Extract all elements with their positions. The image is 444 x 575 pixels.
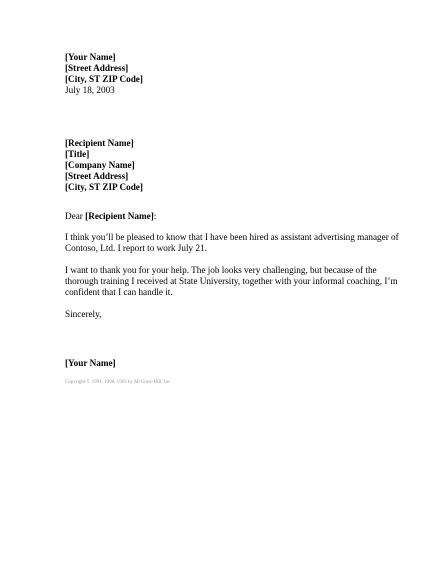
closing: Sincerely, xyxy=(65,309,102,319)
signature-name: [Your Name] xyxy=(65,358,116,368)
recipient-company: [Company Name] xyxy=(65,160,135,170)
sender-city: [City, ST ZIP Code] xyxy=(65,74,143,84)
sender-street: [Street Address] xyxy=(65,63,129,73)
salutation-suffix: : xyxy=(153,211,157,221)
salutation-name: [Recipient Name] xyxy=(85,211,154,221)
recipient-city: [City, ST ZIP Code] xyxy=(65,182,143,192)
copyright-notice: Copyright © 1994, 1998, 1983 by McGraw-Hill, Inc. xyxy=(65,380,172,385)
recipient-street: [Street Address] xyxy=(65,171,129,181)
body-paragraph-2: I want to thank you for your help. The job looks very challenging, but because of the thorough training I received at State University, together with your informal coaching, I’m confident that I can handle it. xyxy=(65,265,398,297)
recipient-block xyxy=(65,138,405,193)
letter-date: July 18, 2003 xyxy=(65,85,115,95)
salutation xyxy=(65,211,405,222)
letter-content xyxy=(65,52,405,386)
sender-block xyxy=(65,52,405,96)
body-paragraph-1: I think you’ll be pleased to know that I have been hired as assistant advertising manager of Contoso, Ltd. I report to work July 21. xyxy=(65,232,399,253)
recipient-title: [Title] xyxy=(65,149,90,159)
recipient-name: [Recipient Name] xyxy=(65,138,134,148)
sender-name: [Your Name] xyxy=(65,52,116,62)
salutation-prefix: Dear xyxy=(65,211,86,221)
